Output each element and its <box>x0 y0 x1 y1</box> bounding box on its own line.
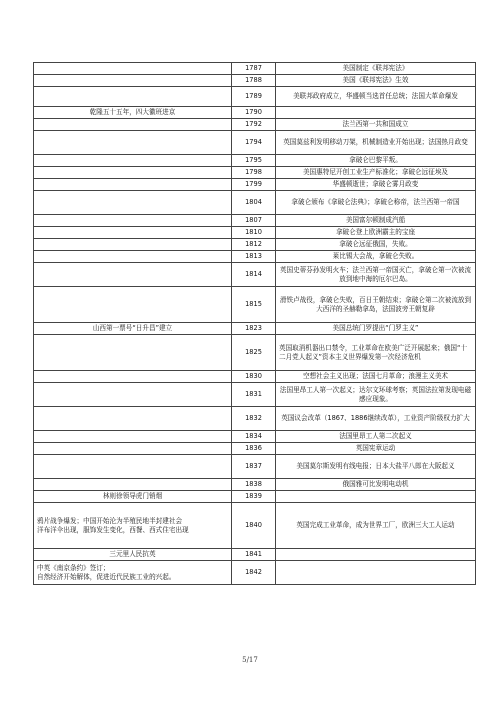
china-event-cell <box>34 179 232 191</box>
world-event-cell: 拿破仑远征俄国，失败。 <box>276 239 476 251</box>
world-event-cell: 莱比锡大会战，拿破仑失败。 <box>276 251 476 263</box>
world-event-cell: 法国里昂工人第一次起义；达尔文环球考察；英国法拉第发现电磁感应现象。 <box>276 383 476 407</box>
china-event-cell <box>34 227 232 239</box>
year-cell: 1841 <box>232 549 276 561</box>
table-row <box>34 407 476 431</box>
year-cell: 1830 <box>232 371 276 383</box>
year-cell: 1798 <box>232 167 276 179</box>
world-event-cell: 美联邦政府成立，华盛顿当选首任总统；法国大革命爆发 <box>276 87 476 107</box>
china-event-cell <box>34 479 232 491</box>
table-row <box>34 503 476 549</box>
year-cell: 1815 <box>232 287 276 323</box>
world-event-cell: 英国莫兹利发明移动刀架，机械制造业开始出现；法国热月政变 <box>276 131 476 155</box>
year-cell: 1831 <box>232 383 276 407</box>
china-event-cell <box>34 371 232 383</box>
china-event-cell <box>34 251 232 263</box>
table-row <box>34 383 476 407</box>
table-row <box>34 287 476 323</box>
year-cell: 1812 <box>232 239 276 251</box>
table-row <box>34 549 476 561</box>
china-event-cell <box>34 263 232 287</box>
year-cell: 1804 <box>232 191 276 215</box>
table-row <box>34 131 476 155</box>
china-event-cell <box>34 131 232 155</box>
year-cell: 1795 <box>232 155 276 167</box>
china-event-cell: 山西第一票号“日升昌”建立 <box>34 323 232 335</box>
world-event-cell: 美国富尔顿制成汽船 <box>276 215 476 227</box>
china-event-cell <box>34 335 232 371</box>
world-event-cell: 法国里昂工人第二次起义 <box>276 431 476 443</box>
china-event-cell <box>34 561 232 585</box>
world-event-cell: 美国总统门罗提出“门罗主义” <box>276 323 476 335</box>
table-row <box>34 87 476 107</box>
china-event-cell <box>34 63 232 75</box>
table-row <box>34 119 476 131</box>
year-cell: 1838 <box>232 479 276 491</box>
year-cell: 1788 <box>232 75 276 87</box>
year-cell: 1794 <box>232 131 276 155</box>
year-cell: 1839 <box>232 491 276 503</box>
table-row <box>34 239 476 251</box>
table-row <box>34 443 476 455</box>
china-event-cell <box>34 455 232 479</box>
table-row <box>34 371 476 383</box>
year-cell: 1813 <box>232 251 276 263</box>
year-cell: 1825 <box>232 335 276 371</box>
table-row <box>34 479 476 491</box>
year-cell: 1836 <box>232 443 276 455</box>
table-row <box>34 491 476 503</box>
china-event-cell <box>34 431 232 443</box>
timeline-table <box>33 62 476 585</box>
world-event-cell <box>276 549 476 561</box>
world-event-cell: 英国取消机器出口禁令，工业革命在欧美广泛开展起来；俄国“十二月党人起义”资本主义世界爆发第一次经济危机 <box>276 335 476 371</box>
world-event-cell <box>276 491 476 503</box>
china-event-cell: 乾隆五十五年，四大徽班进京 <box>34 107 232 119</box>
world-event-cell: 美国《联邦宪法》生效 <box>276 75 476 87</box>
china-event-cell <box>34 75 232 87</box>
china-event-line: 洋布洋伞出现，服饰发生变化，西餐、西式住宅出现 <box>37 525 189 534</box>
china-event-cell: 三元里人民抗英 <box>34 549 232 561</box>
year-cell: 1823 <box>232 323 276 335</box>
table-row <box>34 323 476 335</box>
china-event-line: 自然经济开始解体，促进近代民族工业的兴起。 <box>37 572 176 581</box>
year-cell: 1810 <box>232 227 276 239</box>
china-event-cell <box>34 155 232 167</box>
china-event-cell <box>34 119 232 131</box>
world-event-cell: 法兰西第一共和国成立 <box>276 119 476 131</box>
china-event-cell <box>34 407 232 431</box>
year-cell: 1792 <box>232 119 276 131</box>
table-row <box>34 431 476 443</box>
table-row <box>34 263 476 287</box>
world-event-cell: 英国完成工业革命，成为世界工厂，欧洲三大工人运动 <box>276 503 476 549</box>
world-event-cell: 俄国雅可比发明电动机 <box>276 479 476 491</box>
table-row <box>34 455 476 479</box>
year-cell: 1790 <box>232 107 276 119</box>
china-event-cell <box>34 239 232 251</box>
china-event-cell: 林则徐领导虎门销烟 <box>34 491 232 503</box>
table-row <box>34 251 476 263</box>
table-row <box>34 335 476 371</box>
world-event-cell: 空想社会主义出现；法国七月革命；浪漫主义美术 <box>276 371 476 383</box>
china-event-cell <box>34 383 232 407</box>
world-event-cell: 美国莫尔斯发明有线电报；日本大盐平八郎在大阪起义 <box>276 455 476 479</box>
world-event-cell <box>276 107 476 119</box>
table-row <box>34 167 476 179</box>
china-event-cell <box>34 87 232 107</box>
china-event-line: 鸦片战争爆发；中国开始沦为半殖民地半封建社会 <box>37 516 183 525</box>
year-cell: 1807 <box>232 215 276 227</box>
table-row <box>34 215 476 227</box>
world-event-cell: 拿破仑巴黎平叛。 <box>276 155 476 167</box>
china-event-cell <box>34 167 232 179</box>
year-cell: 1842 <box>232 561 276 585</box>
china-event-cell <box>34 443 232 455</box>
table-row <box>34 227 476 239</box>
table-row <box>34 107 476 119</box>
year-cell: 1837 <box>232 455 276 479</box>
year-cell: 1787 <box>232 63 276 75</box>
world-event-cell <box>276 561 476 585</box>
world-event-cell: 拿破仑登上欧洲霸主的宝座 <box>276 227 476 239</box>
world-event-cell: 英国议会改革（1867、1886继续改革），工业资产阶级权力扩大 <box>276 407 476 431</box>
world-event-cell: 美国惠特尼开创工业生产标准化；拿破仑远征埃及 <box>276 167 476 179</box>
year-cell: 1789 <box>232 87 276 107</box>
china-event-line: 中英《南京条约》签订； <box>37 563 110 572</box>
world-event-cell: 滑铁卢战役，拿破仑失败，百日王朝结束；拿破仑第二次被流放到大西洋的圣赫勒拿岛，法国波旁王朝复辟 <box>276 287 476 323</box>
china-event-cell <box>34 215 232 227</box>
world-event-cell: 拿破仑颁布《拿破仑法典》；拿破仑称帝，法兰西第一帝国 <box>276 191 476 215</box>
china-event-cell <box>34 287 232 323</box>
china-event-cell <box>34 503 232 549</box>
year-cell: 1840 <box>232 503 276 549</box>
table-row <box>34 63 476 75</box>
table-row <box>34 191 476 215</box>
table-row <box>34 179 476 191</box>
world-event-cell: 华盛顿逝世；拿破仑雾月政变 <box>276 179 476 191</box>
year-cell: 1832 <box>232 407 276 431</box>
year-cell: 1814 <box>232 263 276 287</box>
china-event-cell <box>34 191 232 215</box>
world-event-cell: 美国制定《联邦宪法》 <box>276 63 476 75</box>
timeline-body <box>34 63 476 585</box>
table-row <box>34 561 476 585</box>
table-row <box>34 155 476 167</box>
page-number: 5/17 <box>242 656 258 664</box>
world-event-cell: 英国宪章运动 <box>276 443 476 455</box>
year-cell: 1799 <box>232 179 276 191</box>
year-cell: 1834 <box>232 431 276 443</box>
world-event-cell: 英国史蒂芬孙发明火车；法兰西第一帝国灭亡，拿破仑第一次被流放到地中海的厄尔巴岛。 <box>276 263 476 287</box>
table-row <box>34 75 476 87</box>
